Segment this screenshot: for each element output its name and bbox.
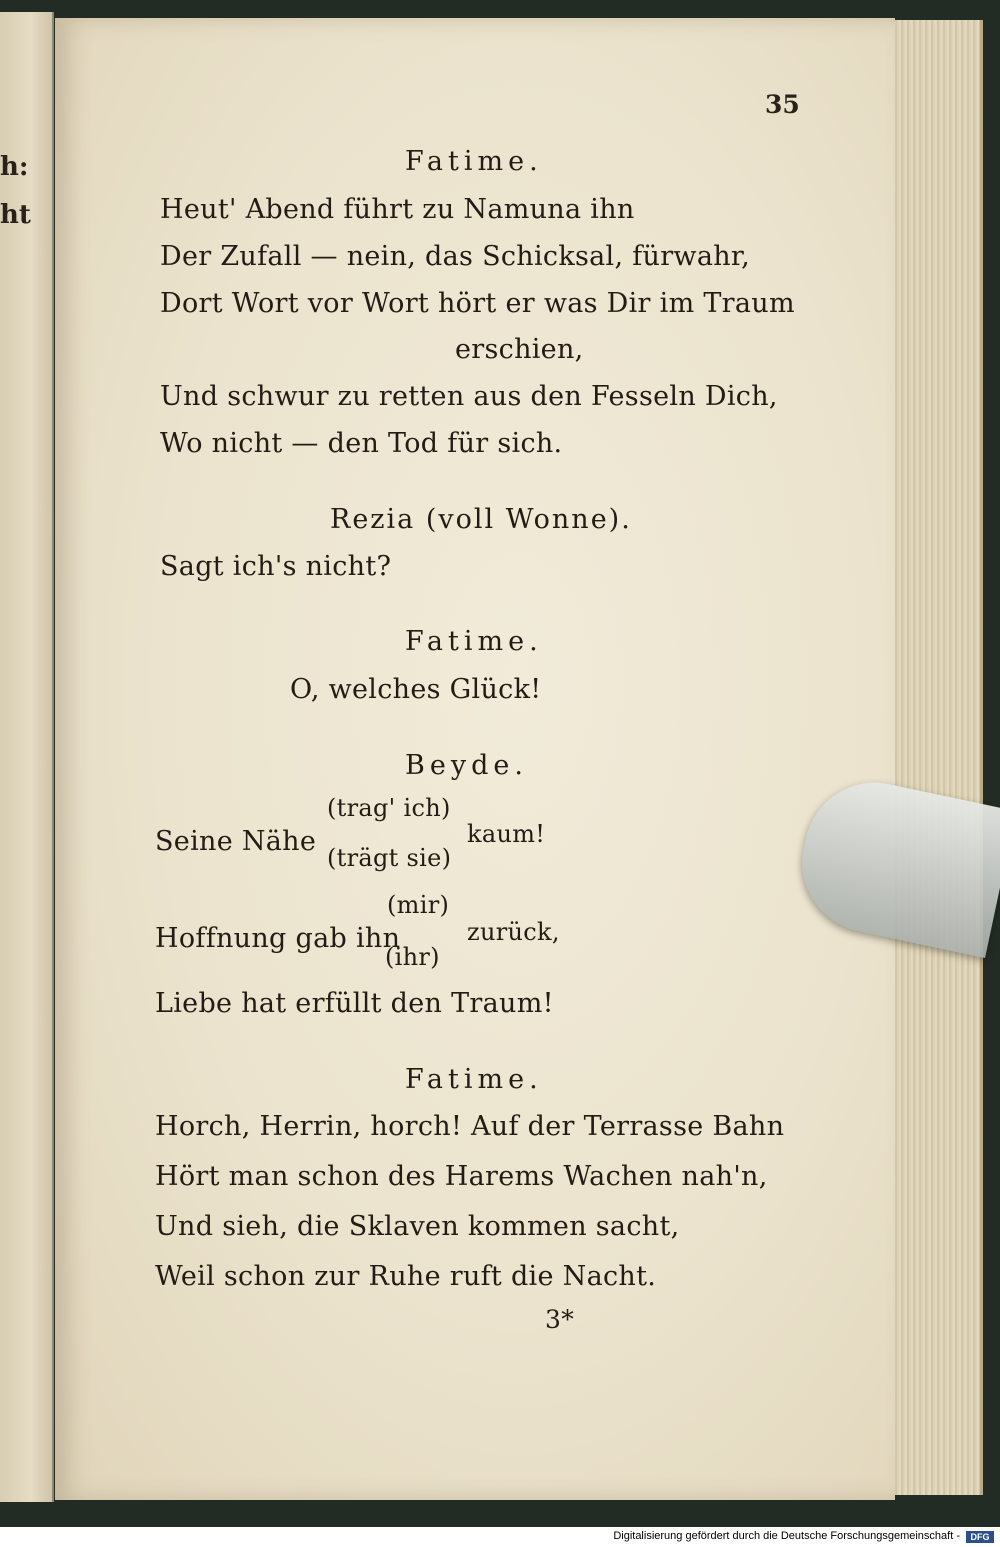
funding-notice: Digitalisierung gefördert durch die Deutsche Forschungsgemeinschaft - — [613, 1530, 960, 1542]
footer-bar — [0, 1527, 1000, 1547]
speaker-heading: Fatime. — [405, 1064, 543, 1095]
verse-line: Hoffnung gab ihn — [155, 923, 401, 954]
verse-line: Sagt ich's nicht? — [160, 551, 392, 582]
verse-line: Dort Wort vor Wort hört er was Dir im Traum — [160, 288, 795, 319]
bracket-variant-top: (trag' ich) — [327, 794, 451, 822]
left-page-edge — [0, 12, 54, 1502]
page-stack-edges — [880, 20, 983, 1495]
verse-line: Der Zufall — nein, das Schicksal, fürwahr, — [160, 241, 751, 272]
speaker-heading: Rezia (voll Wonne). — [330, 504, 632, 535]
bracket-variant-top: (mir) — [387, 891, 450, 919]
verse-line: O, welches Glück! — [290, 674, 542, 705]
book-page — [55, 18, 895, 1500]
left-page-fragment: h: — [0, 152, 29, 182]
verse-line-end: zurück, — [467, 918, 560, 946]
speaker-heading: Fatime. — [405, 626, 543, 657]
bracket-variant-bottom: (trägt sie) — [327, 844, 452, 872]
verse-line: erschien, — [455, 334, 584, 365]
verse-line: Und schwur zu retten aus den Fesseln Dich, — [160, 381, 778, 412]
verse-line: Heut' Abend führt zu Namuna ihn — [160, 194, 635, 225]
verse-line-end: kaum! — [467, 820, 546, 848]
signature-mark: 3* — [545, 1305, 575, 1334]
verse-line: Wo nicht — den Tod für sich. — [160, 428, 563, 459]
verse-line: Hört man schon des Harems Wachen nah'n, — [155, 1161, 768, 1192]
dfg-logo: DFG — [966, 1531, 994, 1543]
verse-line: Liebe hat erfüllt den Traum! — [155, 988, 554, 1019]
left-page-fragment: ht — [0, 200, 31, 230]
verse-line: Und sieh, die Sklaven kommen sacht, — [155, 1211, 680, 1242]
speaker-heading: Beyde. — [405, 750, 528, 781]
verse-line: Weil schon zur Ruhe ruft die Nacht. — [155, 1261, 657, 1292]
bracket-variant-bottom: (ihr) — [385, 943, 440, 971]
verse-line: Horch, Herrin, horch! Auf der Terrasse Bahn — [155, 1111, 785, 1142]
speaker-heading: Fatime. — [405, 146, 543, 177]
verse-line: Seine Nähe — [155, 826, 317, 857]
page-number: 35 — [765, 90, 800, 119]
